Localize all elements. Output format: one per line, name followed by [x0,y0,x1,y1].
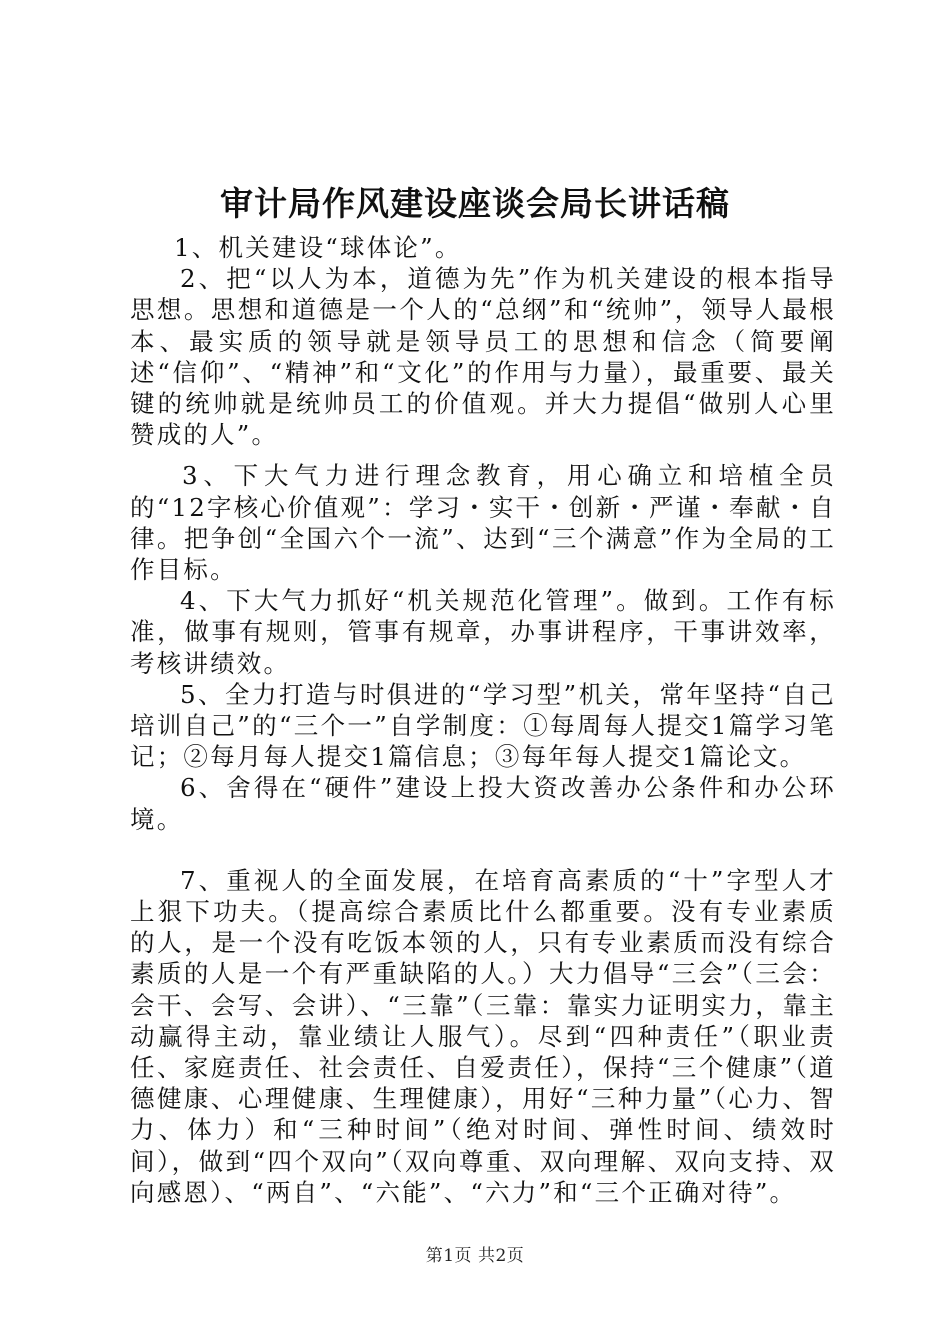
paragraph-3: 3、下大气力进行理念教育，用心确立和培植全员的“12字核心价值观”：学习・实干・创新・严谨・奉献・自律。把争创“全国六个一流”、达到“三个满意”作为全局的工作目标。 [130,461,836,585]
paragraph-5: 5、全力打造与时俱进的“学习型”机关，常年坚持“自己培训自己”的“三个一”自学制度：①每周每人提交1篇学习笔记；②每月每人提交1篇信息；③每年每人提交1篇论文。 [130,679,836,772]
page-number-footer: 第1页 共2页 [425,1246,525,1266]
paragraph-6: 6、舍得在“硬件”建设上投大资改善办公条件和办公环境。 [130,773,836,834]
paragraph-4: 4、下大气力抓好“机关规范化管理”。做到。工作有标准，做事有规则，管事有规章，办事讲程序，干事讲效率，考核讲绩效。 [130,586,836,678]
paragraph-1: 1、机关建设“球体论”。 [174,233,462,262]
paragraph-2: 2、把“以人为本，道德为先”作为机关建设的根本指导思想。思想和道德是一个人的“总纲”和“统帅”，领导人最根本、最实质的领导就是领导员工的思想和信念（简要阐述“信仰”、“精神”和“文化”的作用与力量），最重要、最关键的统帅就是统帅员工的价值观。并大力提倡“做别人心里赞成的人”。 [130,264,836,450]
document-title: 审计局作风建设座谈会局长讲话稿 [220,184,730,223]
document-body [130,232,836,1208]
paragraph-7: 7、重视人的全面发展，在培育高素质的“十”字型人才上狠下功夫。（提高综合素质比什么都重要。没有专业素质的人，是一个没有吃饭本领的人，只有专业素质而没有综合素质的人是一个有严重缺陷的人。）大力倡导“三会”（三会：会干、会写、会讲）、“三靠”（三靠：靠实力证明实力，靠主动赢得主动，靠业绩让人服气）。尽到“四种责任”（职业责任、家庭责任、社会责任、自爱责任），保持“三个健康”（道德健康、心理健康、生理健康），用好“三种力量”（心力、智力、体力）和“三种时间”（绝对时间、弹性时间、绩效时间），做到“四个双向”（双向尊重、双向理解、双向支持、双向感恩）、“两自”、“六能”、“六力”和“三个正确对待”。 [130,865,836,1207]
